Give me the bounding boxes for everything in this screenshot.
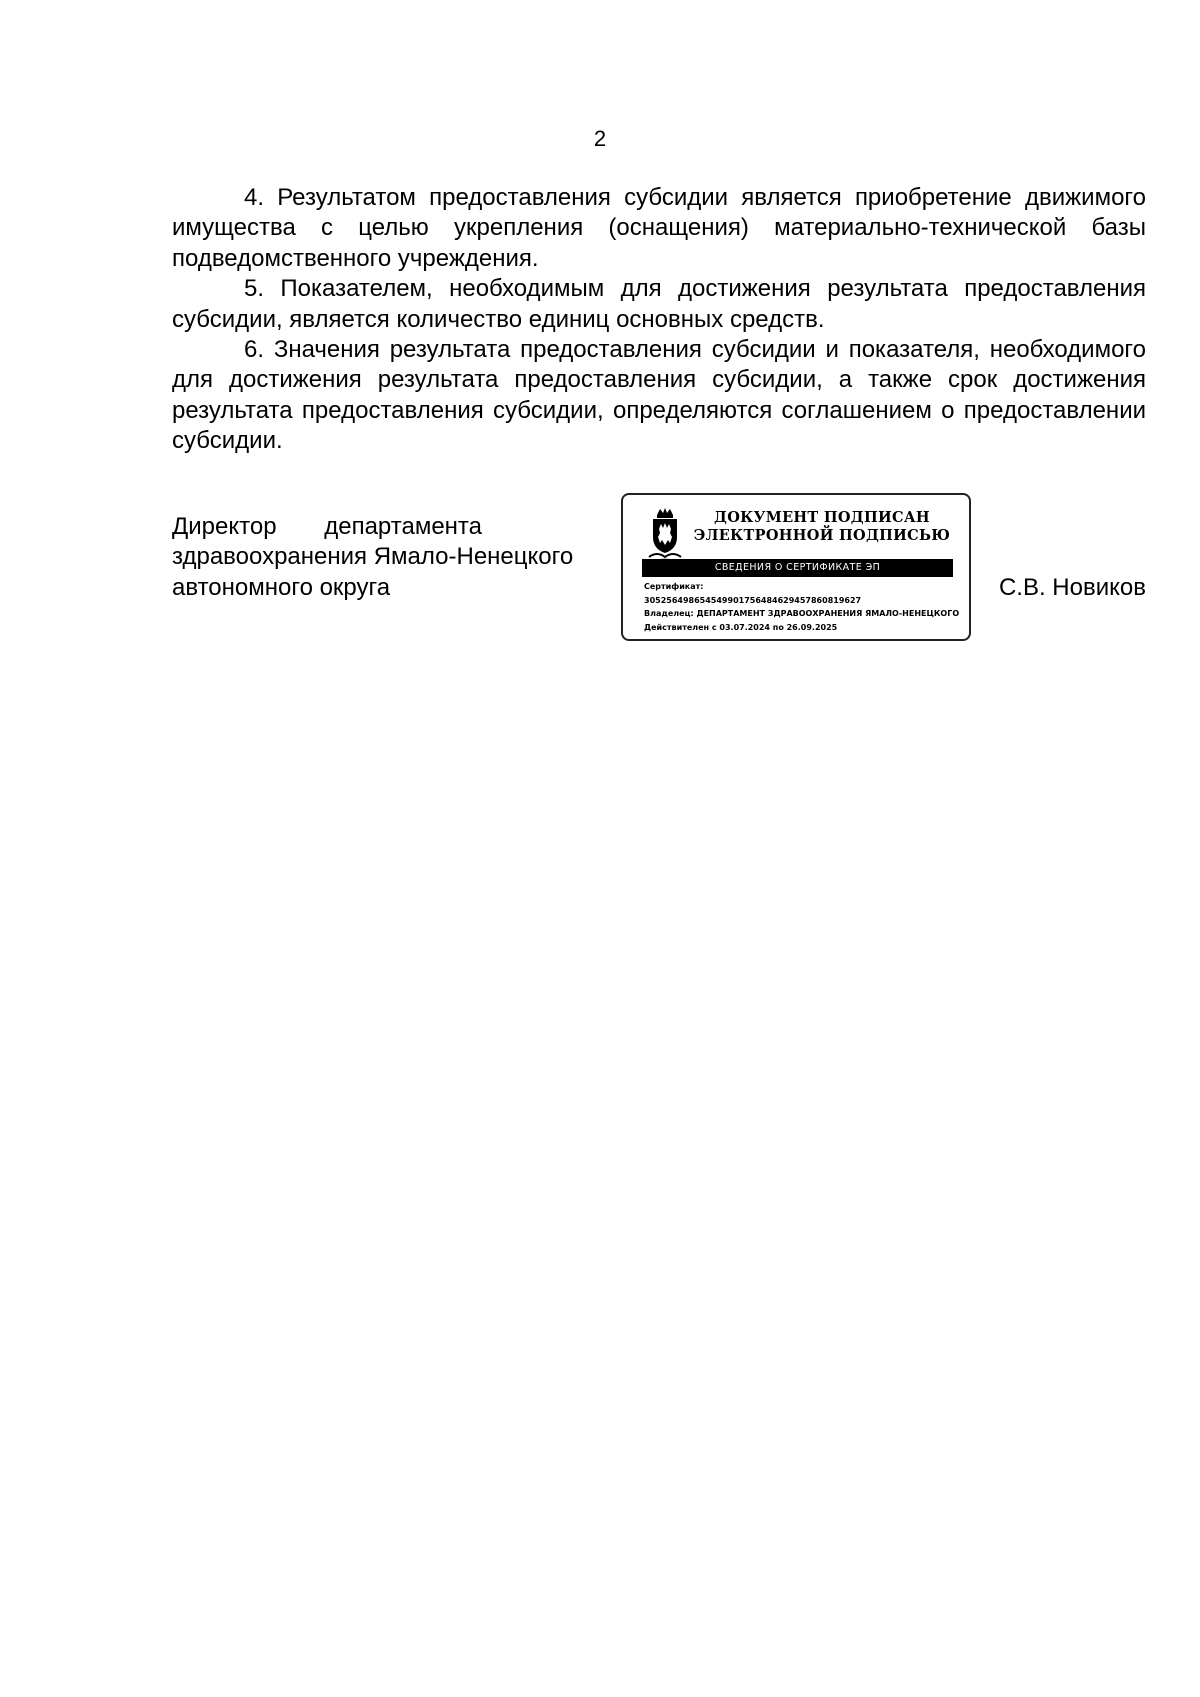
stamp-certificate-details [644,580,971,634]
document-body [172,183,1146,457]
signer-position-line-3: автономного округа [172,573,391,601]
signer-position-word-department: департамента [324,513,482,540]
certificate-label: Сертификат: [644,582,704,591]
paragraph-6: 6. Значения результата предоставления субсидии и показателя, необходимого для достижения результата предоставления субсидии, а также срок достижения результата предоставления субсидии, определяются соглашением о предоставлении субсидии. [172,336,1146,455]
signer-position-line-2: здравоохранения Ямало-Ненецкого [172,543,574,571]
certificate-owner: Владелец: ДЕПАРТАМЕНТ ЗДРАВООХРАНЕНИЯ ЯМАЛО-НЕНЕЦКОГО [644,609,960,618]
signer-position [172,512,622,603]
stamp-title-line-1: ДОКУМЕНТ ПОДПИСАН [714,509,930,526]
certificate-number: 30525649865454990175648462945786081962​7 [644,595,862,605]
signature-block [172,509,1146,652]
yamal-coat-of-arms-icon [643,507,687,565]
stamp-title-line-2: ЭЛЕКТРОННОЙ ПОДПИСЬЮ [693,527,951,544]
paragraph-5: 5. Показателем, необходимым для достижения результата предоставления субсидии, является количество единиц основных средств. [172,275,1146,333]
certificate-validity: Действителен с 03.07.2024 по 26.09.2025 [644,622,838,632]
signer-position-word-director: Директор [172,513,277,540]
electronic-signature-stamp [621,493,971,641]
signer-position-line-1 [172,512,482,542]
stamp-certificate-header: СВЕДЕНИЯ О СЕРТИФИКАТЕ ЭП [642,559,953,577]
stamp-title [693,509,951,545]
page-number: 2 [593,126,607,151]
paragraph-4: 4. Результатом предоставления субсидии является приобретение движимого имущества с целью укрепления (оснащения) материально-технической базы подведомственного учреждения. [172,184,1146,272]
signer-name: С.В. Новиков [998,574,1146,601]
